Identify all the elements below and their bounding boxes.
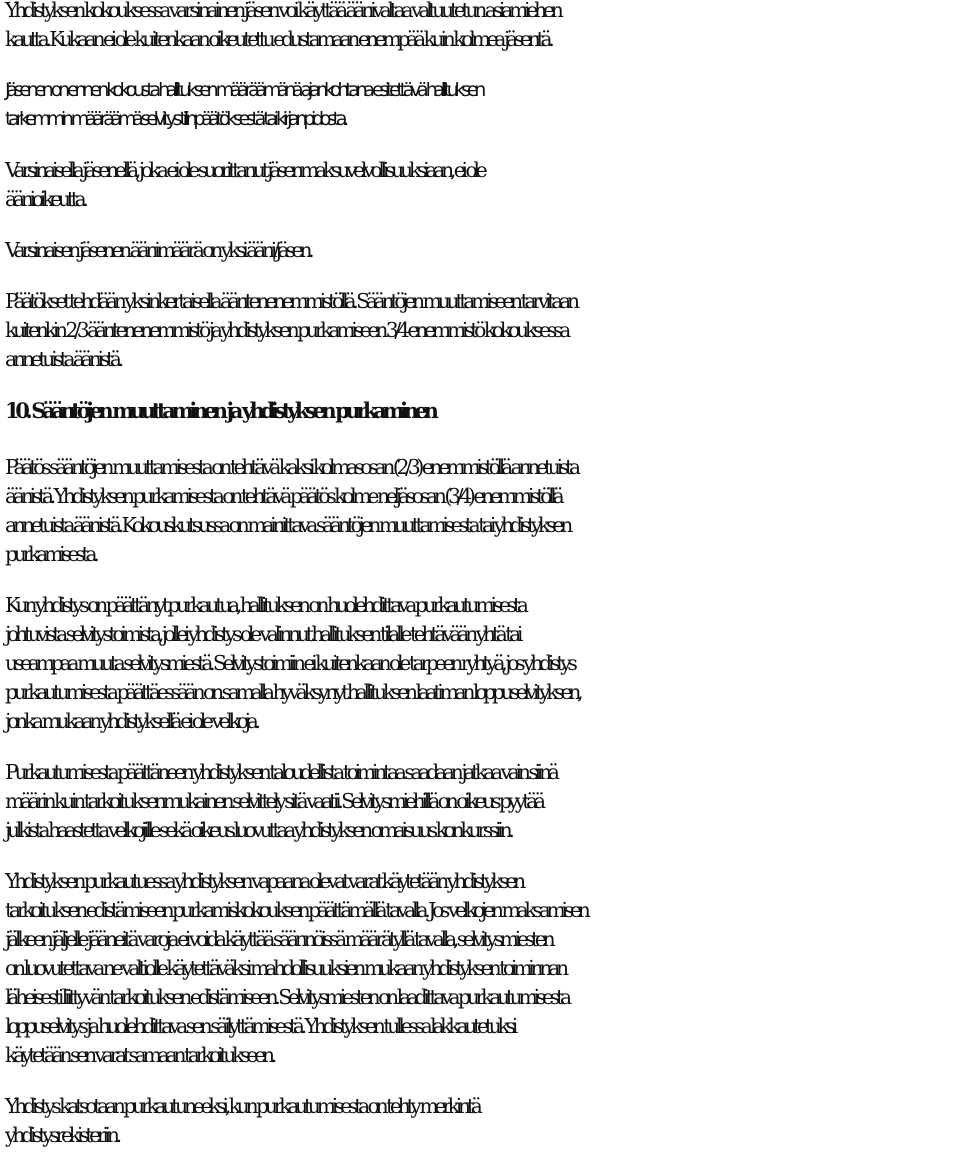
text-line: annetuista äänistä. [5,347,120,371]
text-line: Päätös sääntöjen muuttamisesta on tehtävä kaksi kolmasosan (2/3) enemmistöllä annetuista [5,455,577,479]
text-line: määrin kuin tarkoituksenmukainen selvittely sitä vaatii. Selvitysmiehillä on oikeus pyytää [5,789,542,813]
text-line: tarkemmin määräämä selvitys tilinpäätöksestä tai kirjanpidosta. [5,108,345,130]
text-line: jonka mukaan yhdistyksellä ei ole velkoja. [5,709,257,733]
text-line: annetuista äänistä. Kokouskutsussa on mainittava sääntöjen muuttamisesta tai yhdistyksen [5,513,569,537]
paragraph-vote-count [5,236,955,265]
text-line: tarkoituksen edistämiseen purkamiskokouksen päättämällä tavalla. Jos velkojen maksamisen [5,898,587,922]
text-line: käytetään sen varat samaan tarkoitukseen. [5,1043,273,1067]
text-line: Yhdistyksen kokouksessa varsinainen jäsen voi käyttää äänivaltaa valtuutetun asiamiehen [5,0,560,22]
text-line: läheisesti liittyvän tarkoituksen edistämiseen. Selvitysmiesten on laadittava purkautumisesta [5,985,568,1009]
text-line: kuitenkin 2/3 ääntenenemmistö ja yhdistyksen purkamiseen 3/4 enemmistö kokouksessa [5,318,568,342]
paragraph-voting-right [5,156,955,214]
paragraph-registry [5,1092,955,1150]
text-line: Yhdistys katsotaan purkautuneeksi, kun purkautumisesta on tehty merkintä [5,1094,479,1118]
text-line: jälkeen jäljelle jääneitä varoja ei voida käyttää säännöissä määrätyllä tavalla, selvitysmiesten [5,927,552,951]
text-line: Varsinaisen jäsenen äänimäärä on yksi ääni/jäsen. [5,238,311,262]
text-line: kautta. Kukaan ei ole kuitenkaan oikeutettu edustamaan enempää kuin kolmea jäsentä. [5,27,551,51]
text-line: yhdistysrekisteriin. [5,1123,118,1147]
text-line: Jäsenen on ennen kokousta hallituksen määräämänä ajankohtana esitettävä hallituksen [5,79,482,101]
paragraph-rule-changes [5,453,955,569]
paragraph-liquidation [5,758,955,845]
text-line: Purkautumisesta päättäneen yhdistyksen taloudellista toimintaa saadaan jatkaa vain siinä [5,760,556,784]
text-line: äänistä. Yhdistyksen purkamisesta on tehtävä päätös kolme neljäsosan (3/4) enemmistöllä [5,484,561,508]
paragraph-dissolution [5,591,955,736]
text-line: purkamisesta. [5,542,96,566]
paragraph-member-report [5,76,955,134]
section-heading: 10. Sääntöjen muuttaminen ja yhdistyksen purkaminen [5,398,435,423]
text-line: Kun yhdistys on päättänyt purkautua, hallituksen on huolehdittava purkautumisesta [5,593,525,617]
document-page [5,0,955,1150]
text-line: Yhdistyksen purkautuessa yhdistyksen vapaana olevat varat käytetään yhdistyksen [5,869,522,893]
text-line: purkautumisesta päättäessään on samalla hyväksynyt hallituksen laatiman loppuselvityksen, [5,680,580,704]
paragraph-assets [5,867,955,1070]
text-line: äänioikeutta. [5,187,85,211]
paragraph-proxy-voting [5,0,955,54]
text-line: johtuvista selvitystoimista, jollei yhdistys ole valinnut hallituksen tilalle tehtävään yhtä tai [5,622,520,646]
text-line: julkista haastetta velkojille sekä oikeus luovuttaa yhdistyksen omaisuus konkurssiin. [5,818,511,842]
text-line: on luovutettava ne valtiolle käytettäväksi mahdollisuuksien mukaan yhdistyksen toiminnan [5,956,565,980]
text-line: Varsinaisella jäsenellä, joka ei ole suorittanut jäsenmaksuvelvollisuuksiaan, ei ole [5,158,484,182]
text-line: Päätökset tehdään yksinkertaisella ääntenenemmistöllä. Sääntöjen muuttamiseen tarvitaan [5,289,576,313]
paragraph-decisions [5,287,955,374]
text-line: loppuselvitys ja huolehdittava sen säilyttämisestä. Yhdistyksen tullessa lakkautetuksi [5,1014,514,1038]
text-line: useampaa muuta selvitysmiestä. Selvitystoimiin ei kuitenkaan ole tarpeen ryhtyä, jos yhdistys [5,651,574,675]
